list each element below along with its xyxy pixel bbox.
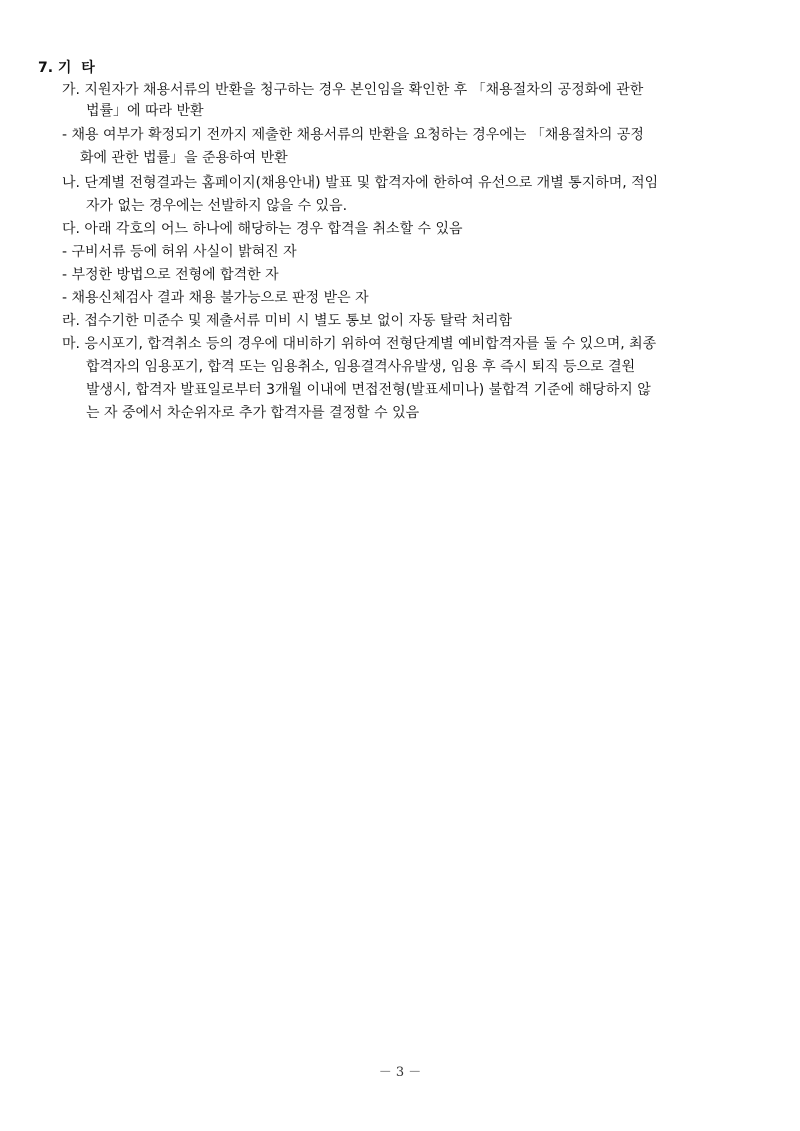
item-ga-line-1: 가. 지원자가 채용서류의 반환을 청구하는 경우 본인임을 확인한 후 「채용절차의 공정화에 관한 [62,82,644,98]
item-ma-line-4: 는 자 중에서 차순위자로 추가 합격자를 결정할 수 있음 [86,405,420,421]
item-da-sub-1: - 구비서류 등에 허위 사실이 밝혀진 자 [62,244,297,260]
item-ma-line-2: 합격자의 임용포기, 합격 또는 임용취소, 임용결격사유발생, 임용 후 즉시 퇴직 등으로 결원 [86,359,636,375]
item-da-line-1: 다. 아래 각호의 어느 하나에 해당하는 경우 합격을 취소할 수 있음 [62,221,463,237]
item-ga-sub-line-1: - 채용 여부가 확정되기 전까지 제출한 채용서류의 반환을 요청하는 경우에는 「채용절차의 공정 [62,127,644,143]
section-title: 7. 기 타 [38,60,95,76]
item-na-line-2: 자가 없는 경우에는 선발하지 않을 수 있음. [86,198,348,214]
item-ga-line-2: 법률」에 따라 반환 [86,103,204,119]
item-ra-line-1: 라. 접수기한 미준수 및 제출서류 미비 시 별도 통보 없이 자동 탈락 처리함 [62,313,513,329]
item-da-sub-3: - 채용신체검사 결과 채용 불가능으로 판정 받은 자 [62,290,369,306]
page-number: － 3 － [378,1065,422,1080]
item-ga-sub-line-2: 화에 관한 법률」을 준용하여 반환 [80,150,288,166]
item-da-sub-2: - 부정한 방법으로 전형에 합격한 자 [62,267,279,283]
item-ma-line-3: 발생시, 합격자 발표일로부터 3개월 이내에 면접전형(발표세미나) 불합격 기준에 해당하지 않 [86,382,651,398]
item-ma-line-1: 마. 응시포기, 합격취소 등의 경우에 대비하기 위하여 전형단계별 예비합격자를 둘 수 있으며, 최종 [62,336,657,352]
item-na-line-1: 나. 단계별 전형결과는 홈페이지(채용안내) 발표 및 합격자에 한하여 유선으로 개별 통지하며, 적임 [62,175,659,191]
